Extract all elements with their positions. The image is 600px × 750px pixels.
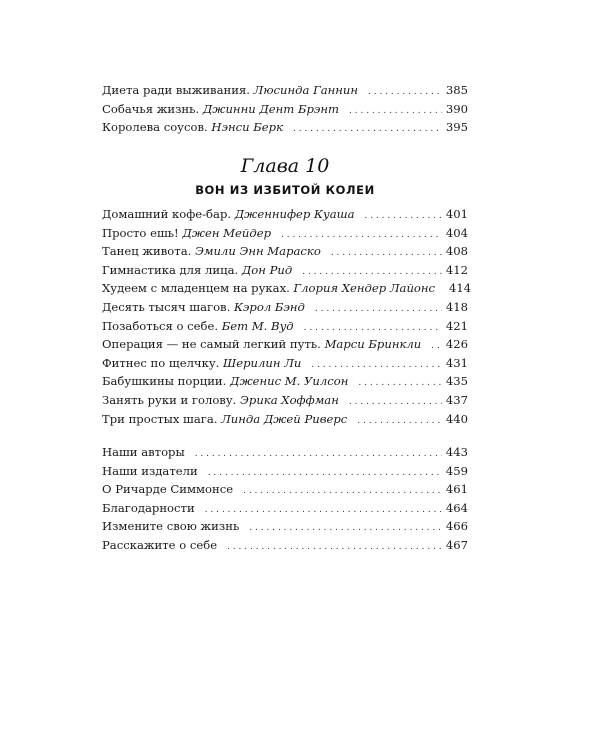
- dot-leader: [349, 100, 442, 121]
- dot-leader: [349, 391, 442, 412]
- toc-entry-text: [102, 391, 339, 410]
- dot-leader: [368, 81, 442, 102]
- toc-back-matter-block: [102, 443, 468, 555]
- toc-entry-title: Наши издатели: [102, 463, 198, 478]
- toc-entry: [102, 118, 468, 137]
- toc-entry-page: 440: [445, 411, 468, 426]
- toc-entry-title: Просто ешь!: [102, 225, 179, 240]
- toc-entry-text: [102, 224, 271, 243]
- toc-entry-text: [102, 100, 339, 119]
- dot-leader: [315, 298, 442, 319]
- toc-entry-page: 443: [445, 445, 468, 459]
- toc-entry-text: [102, 242, 321, 261]
- toc-entry-page: 459: [445, 463, 468, 478]
- toc-entry-title: Худеем с младенцем на руках.: [102, 281, 290, 296]
- toc-entry-title: Бабушкины порции.: [102, 374, 227, 389]
- toc-entry-author: Линда Джей Риверс: [221, 411, 348, 426]
- toc-entry-page: 426: [445, 337, 468, 352]
- toc-entry-page: 467: [445, 537, 468, 552]
- dot-leader: [431, 335, 442, 356]
- dot-leader: [304, 317, 442, 338]
- toc-entry-title: Измените свою жизнь: [102, 519, 240, 534]
- toc-entry-title: Занять руки и голову.: [102, 392, 237, 407]
- toc-entry: [102, 536, 468, 555]
- toc-entry: [102, 517, 468, 536]
- toc-entry-title: Операция — не самый легкий путь.: [102, 337, 321, 352]
- toc-entry: [102, 242, 468, 261]
- toc-entry-text: [102, 205, 355, 224]
- toc-entry-text: [102, 354, 301, 373]
- toc-entry: [102, 443, 468, 462]
- toc-entry-author: Джен Мейдер: [182, 225, 272, 240]
- toc-entry-text: [102, 335, 421, 354]
- toc-entry-text: [102, 81, 358, 100]
- toc-entry: [102, 372, 468, 391]
- toc-entry-author: Эрика Хоффман: [240, 392, 339, 407]
- toc-entry: [102, 261, 468, 280]
- toc-entry-page: 437: [445, 392, 468, 407]
- dot-leader: [195, 443, 442, 464]
- toc-entry-title: Позаботься о себе.: [102, 318, 219, 333]
- toc-entry-page: 466: [445, 519, 468, 534]
- toc-top-block: [102, 81, 468, 137]
- dot-leader: [249, 517, 442, 538]
- toc-entry-author: Глория Хендер Лайонс: [293, 281, 436, 296]
- toc-entry-title: Гимнастика для лица.: [102, 262, 239, 277]
- chapter-subtitle: ВОН ИЗ ИЗБИТОЙ КОЛЕИ: [195, 183, 375, 197]
- toc-entry-page: 390: [445, 101, 468, 116]
- toc-entry-author: Дженис М. Уилсон: [230, 374, 349, 389]
- toc-entry-author: Шерилин Ли: [223, 355, 302, 370]
- toc-entry-author: Джинни Дент Брэнт: [202, 101, 340, 116]
- toc-entry-title: Диета ради выживания.: [102, 83, 250, 97]
- dot-leader: [357, 410, 442, 431]
- toc-entry: [102, 480, 468, 499]
- toc-entry-title: Расскажите о себе: [102, 537, 218, 552]
- toc-entry-page: 404: [445, 225, 468, 240]
- dot-leader: [227, 536, 442, 557]
- toc-entry-text: [102, 118, 283, 137]
- dot-leader: [205, 499, 442, 520]
- toc-entry: [102, 298, 468, 317]
- dot-leader: [281, 224, 442, 245]
- toc-entry-page: 395: [445, 120, 468, 135]
- toc-entry-title: О Ричарде Симмонсе: [102, 482, 234, 497]
- toc-entry-author: Дон Рид: [241, 262, 293, 277]
- toc-entry: [102, 335, 468, 354]
- dot-leader: [365, 205, 442, 226]
- toc-entry: [102, 391, 468, 410]
- toc-chapter-block: [102, 205, 472, 428]
- toc-entry-author: Марси Бринкли: [324, 337, 422, 352]
- toc-entry-page: 461: [445, 482, 468, 497]
- toc-entry-text: [102, 298, 305, 317]
- toc-entry-author: Нэнси Берк: [211, 120, 283, 135]
- toc-entry-page: 414: [449, 281, 472, 296]
- toc-entry: [102, 410, 468, 429]
- toc-entry: [102, 224, 468, 243]
- toc-entry-page: 421: [445, 318, 468, 333]
- toc-entry-author: Бет М. Вуд: [221, 318, 294, 333]
- toc-entry: [102, 81, 468, 100]
- toc-entry-text: [102, 410, 347, 429]
- dot-leader: [311, 354, 442, 375]
- toc-entry-title: Домашний кофе-бар.: [102, 207, 232, 221]
- toc-entry-page: 412: [445, 262, 468, 277]
- toc-entry: [102, 100, 468, 119]
- toc-entry-title: Королева соусов.: [102, 120, 208, 135]
- toc-entry-text: [102, 317, 294, 336]
- toc-entry-text: [102, 279, 435, 298]
- dot-leader: [358, 372, 441, 393]
- toc-entry-page: 385: [445, 83, 468, 97]
- toc-entry-page: 431: [445, 355, 468, 370]
- toc-entry: [102, 462, 468, 481]
- toc-entry-author: Кэрол Бэнд: [233, 299, 305, 314]
- toc-entry-title: Наши авторы: [102, 445, 185, 459]
- dot-leader: [208, 462, 442, 483]
- toc-entry-author: Дженнифер Куаша: [234, 207, 355, 221]
- toc-entry-title: Благодарности: [102, 500, 195, 515]
- dot-leader: [243, 480, 442, 501]
- toc-entry-title: Собачья жизнь.: [102, 101, 200, 116]
- toc-entry-page: 408: [445, 244, 468, 259]
- toc-entry: [102, 205, 468, 224]
- toc-entry-page: 401: [445, 207, 468, 221]
- toc-entry: [102, 354, 468, 373]
- toc-entry: [102, 317, 468, 336]
- toc-entry-text: [102, 261, 292, 280]
- dot-leader: [302, 261, 442, 282]
- toc-entry-page: 464: [445, 500, 468, 515]
- toc-entry-title: Танец живота.: [102, 244, 192, 259]
- toc-entry-author: Эмили Энн Мараско: [194, 244, 321, 259]
- chapter-heading: Глава 10: [240, 155, 330, 177]
- toc-entry-title: Десять тысяч шагов.: [102, 299, 231, 314]
- toc-entry-text: [102, 372, 348, 391]
- toc-entry-title: Фитнес по щелчку.: [102, 355, 220, 370]
- toc-entry-page: 435: [445, 374, 468, 389]
- toc-entry-title: Три простых шага.: [102, 411, 218, 426]
- dot-leader: [331, 242, 442, 263]
- toc-entry-author: Люсинда Ганнин: [253, 83, 359, 97]
- dot-leader: [293, 118, 442, 139]
- toc-entry: [102, 279, 472, 298]
- toc-entry: [102, 499, 468, 518]
- toc-entry-page: 418: [445, 299, 468, 314]
